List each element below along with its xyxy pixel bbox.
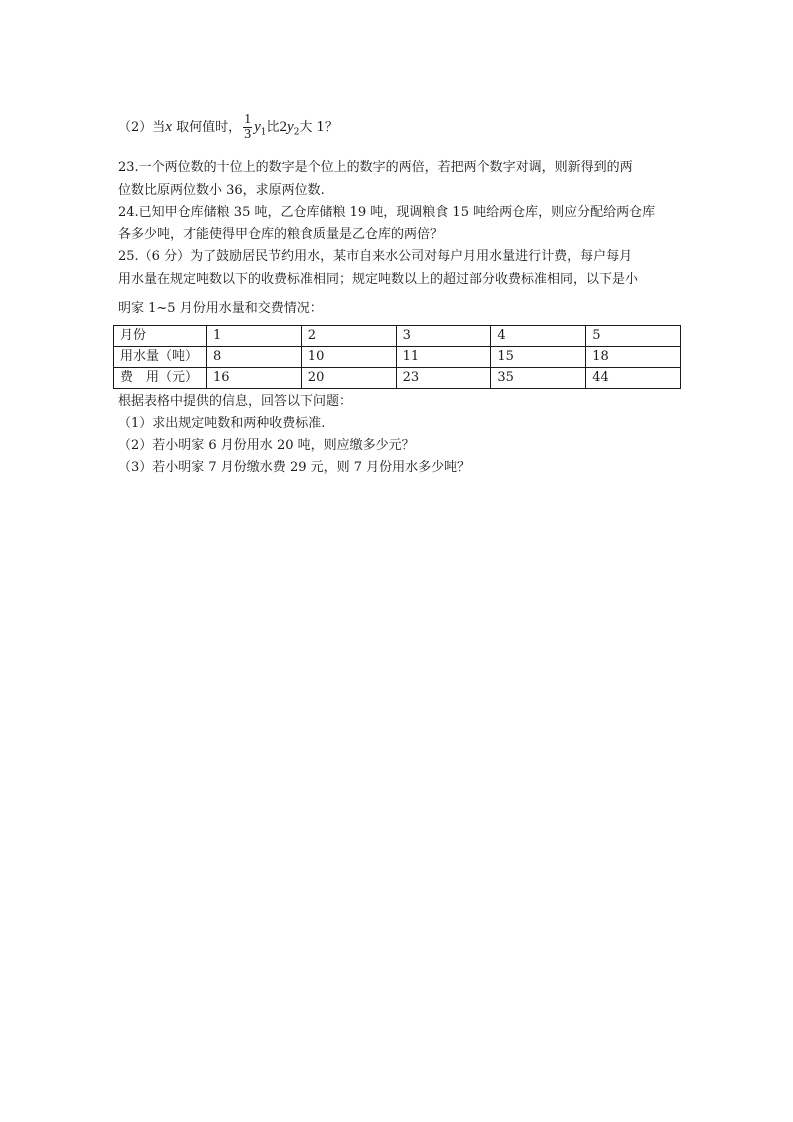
q22-part2-line [118, 112, 338, 148]
table-cell: 23 [396, 368, 491, 389]
q22-mid1: 取何值时， [171, 120, 242, 135]
fraction-denominator: 3 [244, 127, 252, 142]
table-cell: 费 用（元） [114, 368, 207, 389]
table-cell: 4 [491, 326, 586, 347]
q25-sub3: （3）若小明家 7 月份缴水费 29 元，则 7 月份用水多少吨？ [118, 460, 471, 475]
table-cell: 11 [396, 347, 491, 368]
q25-after-table: 根据表格中提供的信息，回答以下问题： [118, 394, 353, 409]
table-cell: 15 [491, 347, 586, 368]
table-cell: 10 [301, 347, 396, 368]
q25-sub2: （2）若小明家 6 月份用水 20 吨，则应缴多少元？ [118, 438, 415, 453]
q25-line1: 25.（6 分）为了鼓励居民节约用水，某市自来水公司对每户月用水量进行计费，每户每月 [118, 249, 633, 264]
table-cell: 20 [301, 368, 396, 389]
q22-mid2: 比 [266, 120, 280, 135]
fraction-numerator: 1 [244, 112, 252, 127]
q25-sub1: （1）求出规定吨数和两种收费标准. [118, 416, 326, 431]
subscript-1: 1 [260, 127, 267, 138]
q25-line3: 明家 1~5 月份用水量和交费情况： [118, 301, 323, 316]
q24-line2: 各多少吨，才能使得甲仓库的粮食质量是乙仓库的两倍？ [118, 227, 444, 242]
q24-line1: 24.已知甲仓库储粮 35 吨，乙仓库储粮 19 吨，现调粮食 15 吨给两仓库，则应分配给两仓库 [118, 205, 656, 220]
subscript-2: 2 [293, 127, 300, 138]
table-cell: 44 [586, 368, 681, 389]
table-cell: 8 [207, 347, 302, 368]
table-cell: 35 [491, 368, 586, 389]
table-row [114, 368, 681, 389]
table-row [114, 347, 681, 368]
table-row [114, 326, 681, 347]
fraction-one-third [243, 113, 252, 142]
q23-line1: 23.一个两位数的十位上的数字是个位上的数字的两倍，若把两个数字对调，则新得到的两 [118, 160, 633, 175]
table-cell: 16 [207, 368, 302, 389]
table-cell: 3 [396, 326, 491, 347]
q25-line2: 用水量在规定吨数以下的收费标准相同；规定吨数以上的超过部分收费标准相同，以下是小 [118, 272, 639, 287]
table-cell: 5 [586, 326, 681, 347]
q22-suffix: 大 1？ [299, 120, 338, 135]
water-fee-table [113, 325, 681, 389]
coef-two: 2 [279, 119, 288, 135]
table-cell: 18 [586, 347, 681, 368]
table-cell: 2 [301, 326, 396, 347]
table-cell: 用水量（吨） [114, 347, 207, 368]
var-x: x [165, 119, 172, 135]
table-cell: 1 [207, 326, 302, 347]
var-y2: y [287, 119, 294, 135]
q23-line2: 位数比原两位数小 36，求原两位数. [118, 183, 325, 198]
var-y1: y [254, 119, 261, 135]
q22-prefix: （2）当 [118, 120, 166, 135]
table-cell: 月份 [114, 326, 207, 347]
